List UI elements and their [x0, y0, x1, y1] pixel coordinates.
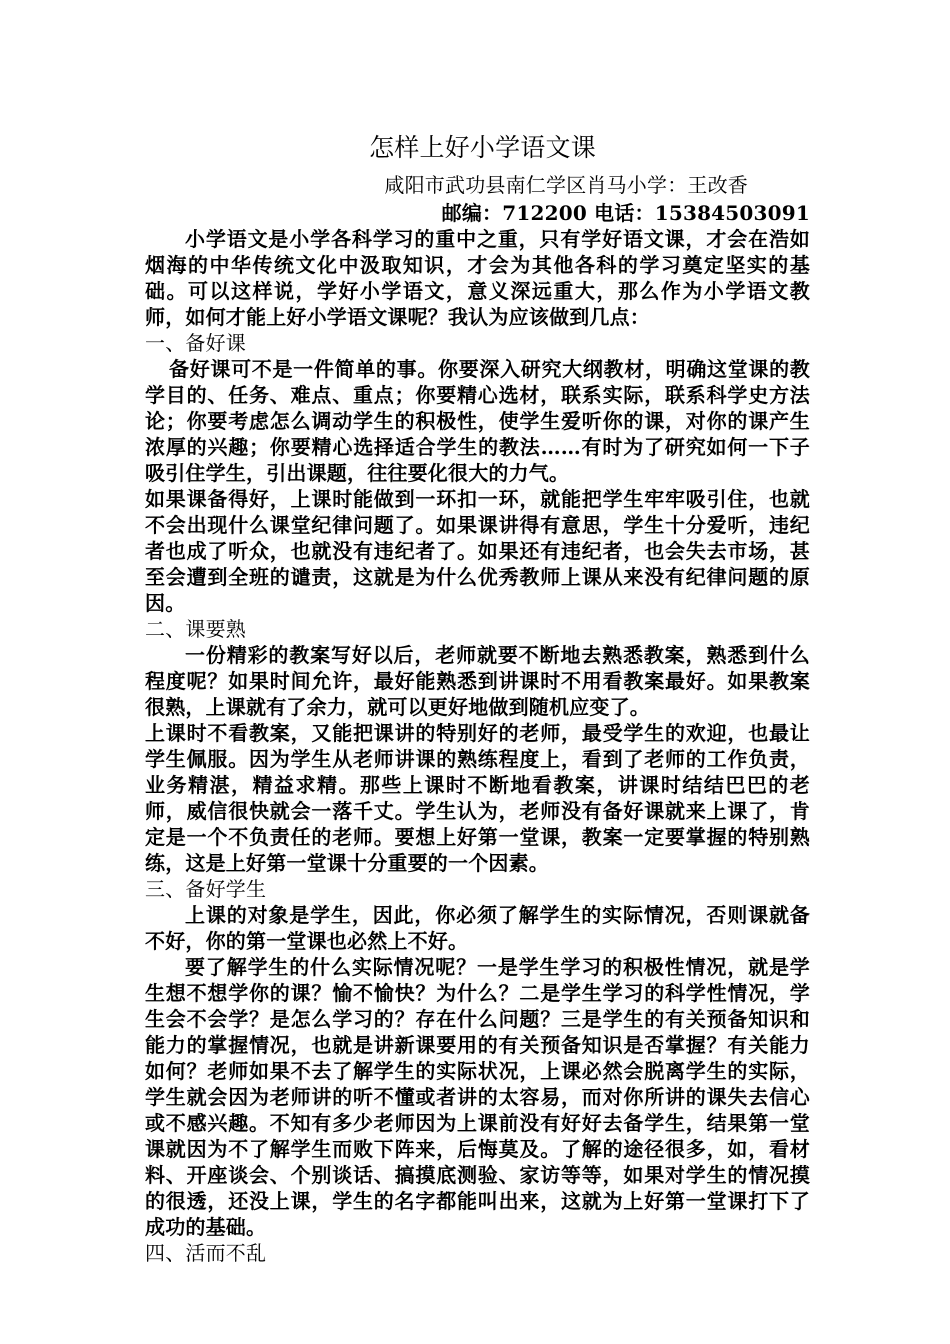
section-heading-1: 一、备好课	[145, 331, 246, 355]
document-body	[145, 130, 810, 1266]
body-paragraph: 一份精彩的教案写好以后，老师就要不断地去熟悉教案，熟悉到什么程度呢？如果时间允许，最好能熟悉到讲课时不用看教案最好。如果教案很熟，上课就有了余力，就可以更好地做到随机应变了。	[145, 643, 810, 719]
document-title: 怎样上好小学语文课	[369, 133, 596, 162]
body-paragraph: 备好课可不是一件简单的事。你要深入研究大纲教材，明确这堂课的教学目的、任务、难点、重点；你要精心选材，联系实际，联系科学史方法论；你要考虑怎么调动学生的积极性，使学生爱听你的课，对你的课产生浓厚的兴趣；你要精心选择适合学生的教法……有时为了研究如何一下子吸引住学生，引出课题，往往要化很大的力气。	[145, 357, 810, 485]
body-paragraph: 要了解学生的什么实际情况呢？一是学生学习的积极性情况，就是学生想不想学你的课？愉不愉快？为什么？二是学生学习的科学性情况，学生会不会学？是怎么学习的？存在什么问题？三是学生的有关预备知识和能力的掌握情况，也就是讲新课要用的有关预备知识是否掌握？有关能力如何？老师如果不去了解学生的实际状况，上课必然会脱离学生的实际，学生就会因为老师讲的听不懂或者讲的太容易，而对你所讲的课失去信心或不感兴趣。不知有多少老师因为上课前没有好好去备学生，结果第一堂课就因为不了解学生而败下阵来，后悔莫及。了解的途径很多，如，看材料、开座谈会、个别谈话、搞摸底测验、家访等等，如果对学生的情况摸的很透，还没上课，学生的名字都能叫出来，这就为上好第一堂课打下了成功的基础。	[145, 955, 810, 1239]
body-paragraph: 如果课备得好，上课时能做到一环扣一环，就能把学生牢牢吸引住，也就不会出现什么课堂纪律问题了。如果课讲得有意思，学生十分爱听，违纪者也成了听众，也就没有违纪者了。如果还有违纪者，也会失去市场，甚至会遭到全班的谴责，这就是为什么优秀教师上课从来没有纪律问题的原因。	[145, 487, 810, 615]
body-paragraph: 上课的对象是学生，因此，你必须了解学生的实际情况，否则课就备不好，你的第一堂课也必然上不好。	[145, 903, 810, 953]
contact-line: 邮编：712200 电话：15384503091	[441, 201, 810, 225]
section-heading-2: 二、课要熟	[145, 617, 246, 641]
section-heading-3: 三、备好学生	[145, 877, 267, 901]
intro-paragraph: 小学语文是小学各科学习的重中之重，只有学好语文课，才会在浩如烟海的中华传统文化中汲取知识，才会为其他各科的学习奠定坚实的基础。可以这样说，学好小学语文，意义深远重大，那么作为小学语文教师，如何才能上好小学语文课呢？我认为应该做到几点：	[145, 227, 810, 329]
author-line: 咸阳市武功县南仁学区肖马小学：王改香	[384, 173, 748, 197]
body-paragraph: 上课时不看教案，又能把课讲的特别好的老师，最受学生的欢迎，也最让学生佩服。因为学生从老师讲课的熟练程度上，看到了老师的工作负责，业务精湛，精益求精。那些上课时不断地看教案，讲课时结结巴巴的老师，威信很快就会一落千丈。学生认为，老师没有备好课就来上课了，肯定是一个不负责任的老师。要想上好第一堂课，教案一定要掌握的特别熟练，这是上好第一堂课十分重要的一个因素。	[145, 721, 810, 875]
section-heading-4: 四、活而不乱	[145, 1241, 267, 1265]
